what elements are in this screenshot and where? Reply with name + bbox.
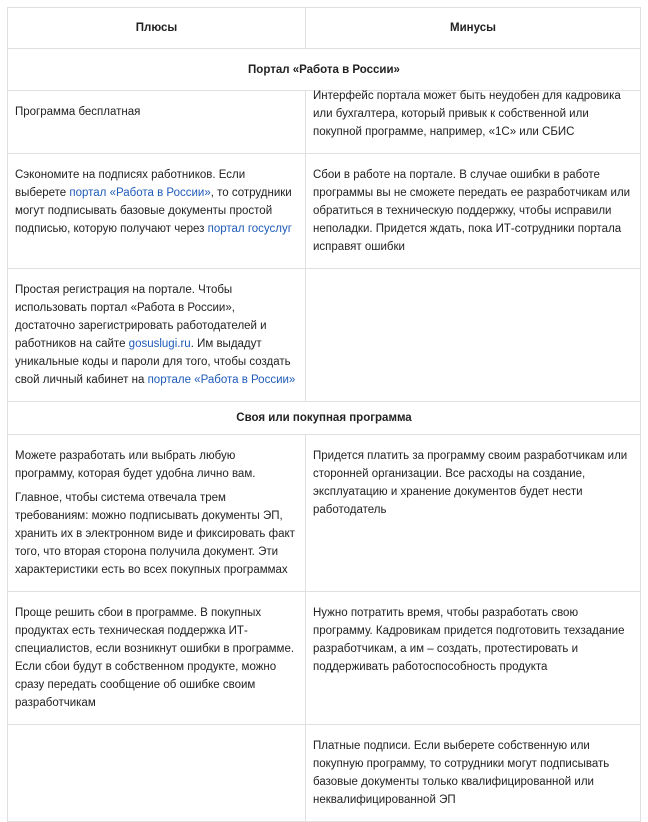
pro-text: Программа бесплатная xyxy=(15,106,141,118)
section-row xyxy=(8,402,641,435)
pro-cell xyxy=(8,435,306,592)
con-cell xyxy=(306,435,641,592)
header-cons: Минусы xyxy=(306,8,641,49)
pro-text xyxy=(15,166,298,238)
table-row xyxy=(8,269,641,402)
section-title: Своя или покупная программа xyxy=(8,402,641,435)
pro-text: Можете разработать или выбрать любую программу, которая будет удобна лично вам. xyxy=(15,450,256,480)
con-cell xyxy=(306,269,641,402)
con-cell xyxy=(306,725,641,822)
con-text: Нужно потратить время, чтобы разработать свою программу. Кадровикам придется подготовить техзадание разработчикам, а им – создать, протестировать и поддерживать работоспособность продукта xyxy=(313,607,625,673)
section-title: Портал «Работа в России» xyxy=(8,49,641,91)
con-text: Интерфейс портала может быть неудобен для кадровика или бухгалтера, который привык к собственной или покупной программе, например, «1С» или СБИС xyxy=(313,90,621,138)
con-text: Придется платить за программу своим разработчикам или сторонней организации. Все расходы на создание, эксплуатацию и хранение документов будет нести работодатель xyxy=(313,450,628,516)
pros-cons-table xyxy=(7,7,641,822)
con-cell xyxy=(306,154,641,269)
header-pros: Плюсы xyxy=(8,8,306,49)
pro-text xyxy=(15,281,298,389)
text: Сэкономите на подписях работников. Если выберете xyxy=(15,169,246,199)
pro-cell xyxy=(8,269,306,402)
gosuslugi-link[interactable]: gosuslugi.ru xyxy=(128,338,191,350)
pro-text: Главное, чтобы система отвечала трем требованиям: можно подписывать документы ЭП, хранить их в электронном виде и фиксировать факт того, что вторая сторона получила документ. Эти характеристики есть во всех покупных программах xyxy=(15,492,295,576)
section-row xyxy=(8,49,641,91)
pro-text: Проще решить сбои в программе. В покупных продуктах есть техническая поддержка ИТ-специалистов, если возникнут ошибки в программе. Если сбои будут в собственном продукте, можно сразу передать сообщение об ошибке своим разработчикам xyxy=(15,607,295,709)
text: , то сотрудники могут подписывать базовые документы простой подписью, которую получают через xyxy=(15,187,292,235)
table-row xyxy=(8,592,641,725)
pro-cell xyxy=(8,91,306,154)
portal-link[interactable]: портале «Работа в России» xyxy=(147,374,296,386)
pro-cell xyxy=(8,725,306,822)
gosuslugi-link[interactable]: портал госуслуг xyxy=(207,223,292,235)
con-text: Платные подписи. Если выберете собственную или покупную программу, то сотрудники могут подписывать базовые документы только квалифицированной или неквалифицированной ЭП xyxy=(313,740,610,806)
con-cell xyxy=(306,592,641,725)
portal-link[interactable]: портал «Работа в России» xyxy=(69,187,211,199)
pro-cell xyxy=(8,154,306,269)
table-row xyxy=(8,91,641,154)
text: Простая регистрация на портале. Чтобы использовать портал «Работа в России», достаточно зарегистрировать работодателей и работников на сайте xyxy=(15,284,267,350)
table-row xyxy=(8,154,641,269)
header-row xyxy=(8,8,641,49)
table-row xyxy=(8,725,641,822)
pro-cell xyxy=(8,592,306,725)
table-row xyxy=(8,435,641,592)
con-text: Сбои в работе на портале. В случае ошибки в работе программы вы не сможете передать ее разработчикам или обратиться в техническую поддержку, чтобы исправили неполадки. Придется ждать, пока ИТ-сотрудники портала исправят ошибки xyxy=(313,169,631,253)
con-cell xyxy=(306,91,641,154)
text: . Им выдадут уникальные коды и пароли для того, чтобы создать свой личный кабинет на xyxy=(15,338,291,386)
